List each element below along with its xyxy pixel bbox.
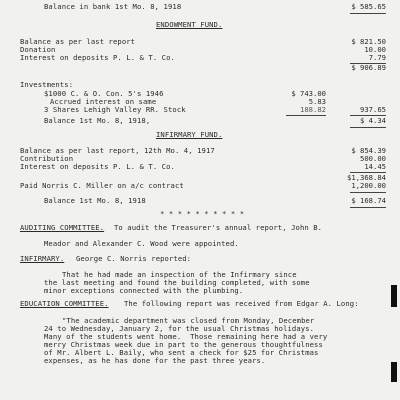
education-intro: The following report was received from Edgar A. Long: — [124, 299, 359, 308]
auditing-text-line: To audit the Treasurer's annual report, John B. — [114, 223, 323, 232]
education-text-line: 24 to Wednesday, January 2, for the usual Christmas holidays. — [44, 324, 315, 333]
rule — [350, 13, 386, 14]
investment-row-label: 3 Shares Lehigh Valley RR. Stock — [44, 105, 186, 114]
bank-balance-label: Balance in bank 1st Mo. 8, 1918 — [44, 2, 182, 11]
auditing-committee-label: AUDITING COMMITTEE. — [20, 223, 105, 232]
infirmary-row-label: Interest on deposits P. L. & T. Co. — [20, 162, 175, 171]
endowment-row-amount: 7.79 — [368, 53, 386, 62]
infirmary-report-line: minor exceptions connected with the plumbing. — [44, 286, 244, 295]
infirmary-balance-amount: $ 168.74 — [351, 196, 386, 205]
endowment-row-amount: $ 821.50 — [351, 37, 386, 46]
infirmary-subtotal: $1,368.84 — [347, 173, 386, 182]
education-committee-label: EDUCATION COMMITTEE. — [20, 299, 109, 308]
investments-total: 937.65 — [360, 105, 386, 114]
infirmary-report-intro: George C. Norris reported: — [76, 254, 192, 263]
investment-row-amount: 5.83 — [308, 97, 326, 106]
endowment-balance-label: Balance 1st Mo. 8, 1918, — [44, 116, 151, 125]
infirmary-row-amount: $ 854.39 — [351, 146, 386, 155]
section-separator: * * * * * * * * * * — [160, 209, 245, 218]
infirmary-row-amount: 500.00 — [360, 154, 386, 163]
infirmary-report-label: INFIRMARY. — [20, 254, 65, 263]
infirmary-paid-amount: 1,200.00 — [351, 181, 386, 190]
education-text-line: expenses, as he has done for the past three years. — [44, 356, 266, 365]
investment-row-amount: 188.82 — [300, 105, 326, 114]
rule — [350, 127, 386, 128]
investments-label: Investments: — [20, 80, 74, 89]
infirmary-balance-label: Balance 1st Mo. 8, 1918 — [44, 196, 146, 205]
endowment-subtotal: $ 906.89 — [351, 63, 386, 72]
infirmary-report-line: That he had made an inspection of the Infirmary since — [62, 270, 297, 279]
auditing-text-line: Meador and Alexander C. Wood were appointed. — [44, 239, 239, 248]
rule — [350, 192, 386, 193]
infirmary-heading: INFIRMARY FUND. — [156, 130, 223, 139]
investment-row-amount: $ 743.00 — [291, 89, 326, 98]
infirmary-row-label: Balance as per last report, 12th Mo. 4, 1917 — [20, 146, 215, 155]
education-text-line: Many of the students went home. Those remaining here had a very — [44, 332, 328, 341]
education-text-line: merry Christmas week due in part to the generous thoughtfulness — [44, 340, 323, 349]
bank-balance-amount: $ 585.65 — [351, 2, 386, 11]
infirmary-row-amount: 14.45 — [364, 162, 386, 171]
scan-edge-mark — [391, 285, 397, 307]
endowment-row-label: Donation — [20, 45, 56, 54]
endowment-balance-amount: $ 4.34 — [360, 116, 386, 125]
endowment-row-amount: 10.00 — [364, 45, 386, 54]
investment-row-label: Accrued interest on same — [50, 97, 157, 106]
education-text-line: "The academic department was closed from Monday, December — [62, 316, 315, 325]
infirmary-row-label: Contribution — [20, 154, 74, 163]
endowment-row-label: Interest on deposits P. L. & T. Co. — [20, 53, 175, 62]
endowment-heading: ENDOWMENT FUND. — [156, 20, 223, 29]
rule — [350, 207, 386, 208]
education-text-line: of Mr. Albert L. Baily, who sent a check for $25 for Christmas — [44, 348, 319, 357]
rule — [286, 115, 326, 116]
investment-row-label: $1000 C. & O. Con. 5's 1946 — [44, 89, 164, 98]
endowment-row-label: Balance as per last report — [20, 37, 136, 46]
infirmary-report-line: the last meeting and found the building completed, with some — [44, 278, 310, 287]
infirmary-paid-label: Paid Norris C. Miller on a/c contract — [20, 181, 184, 190]
scan-edge-mark — [391, 362, 397, 382]
